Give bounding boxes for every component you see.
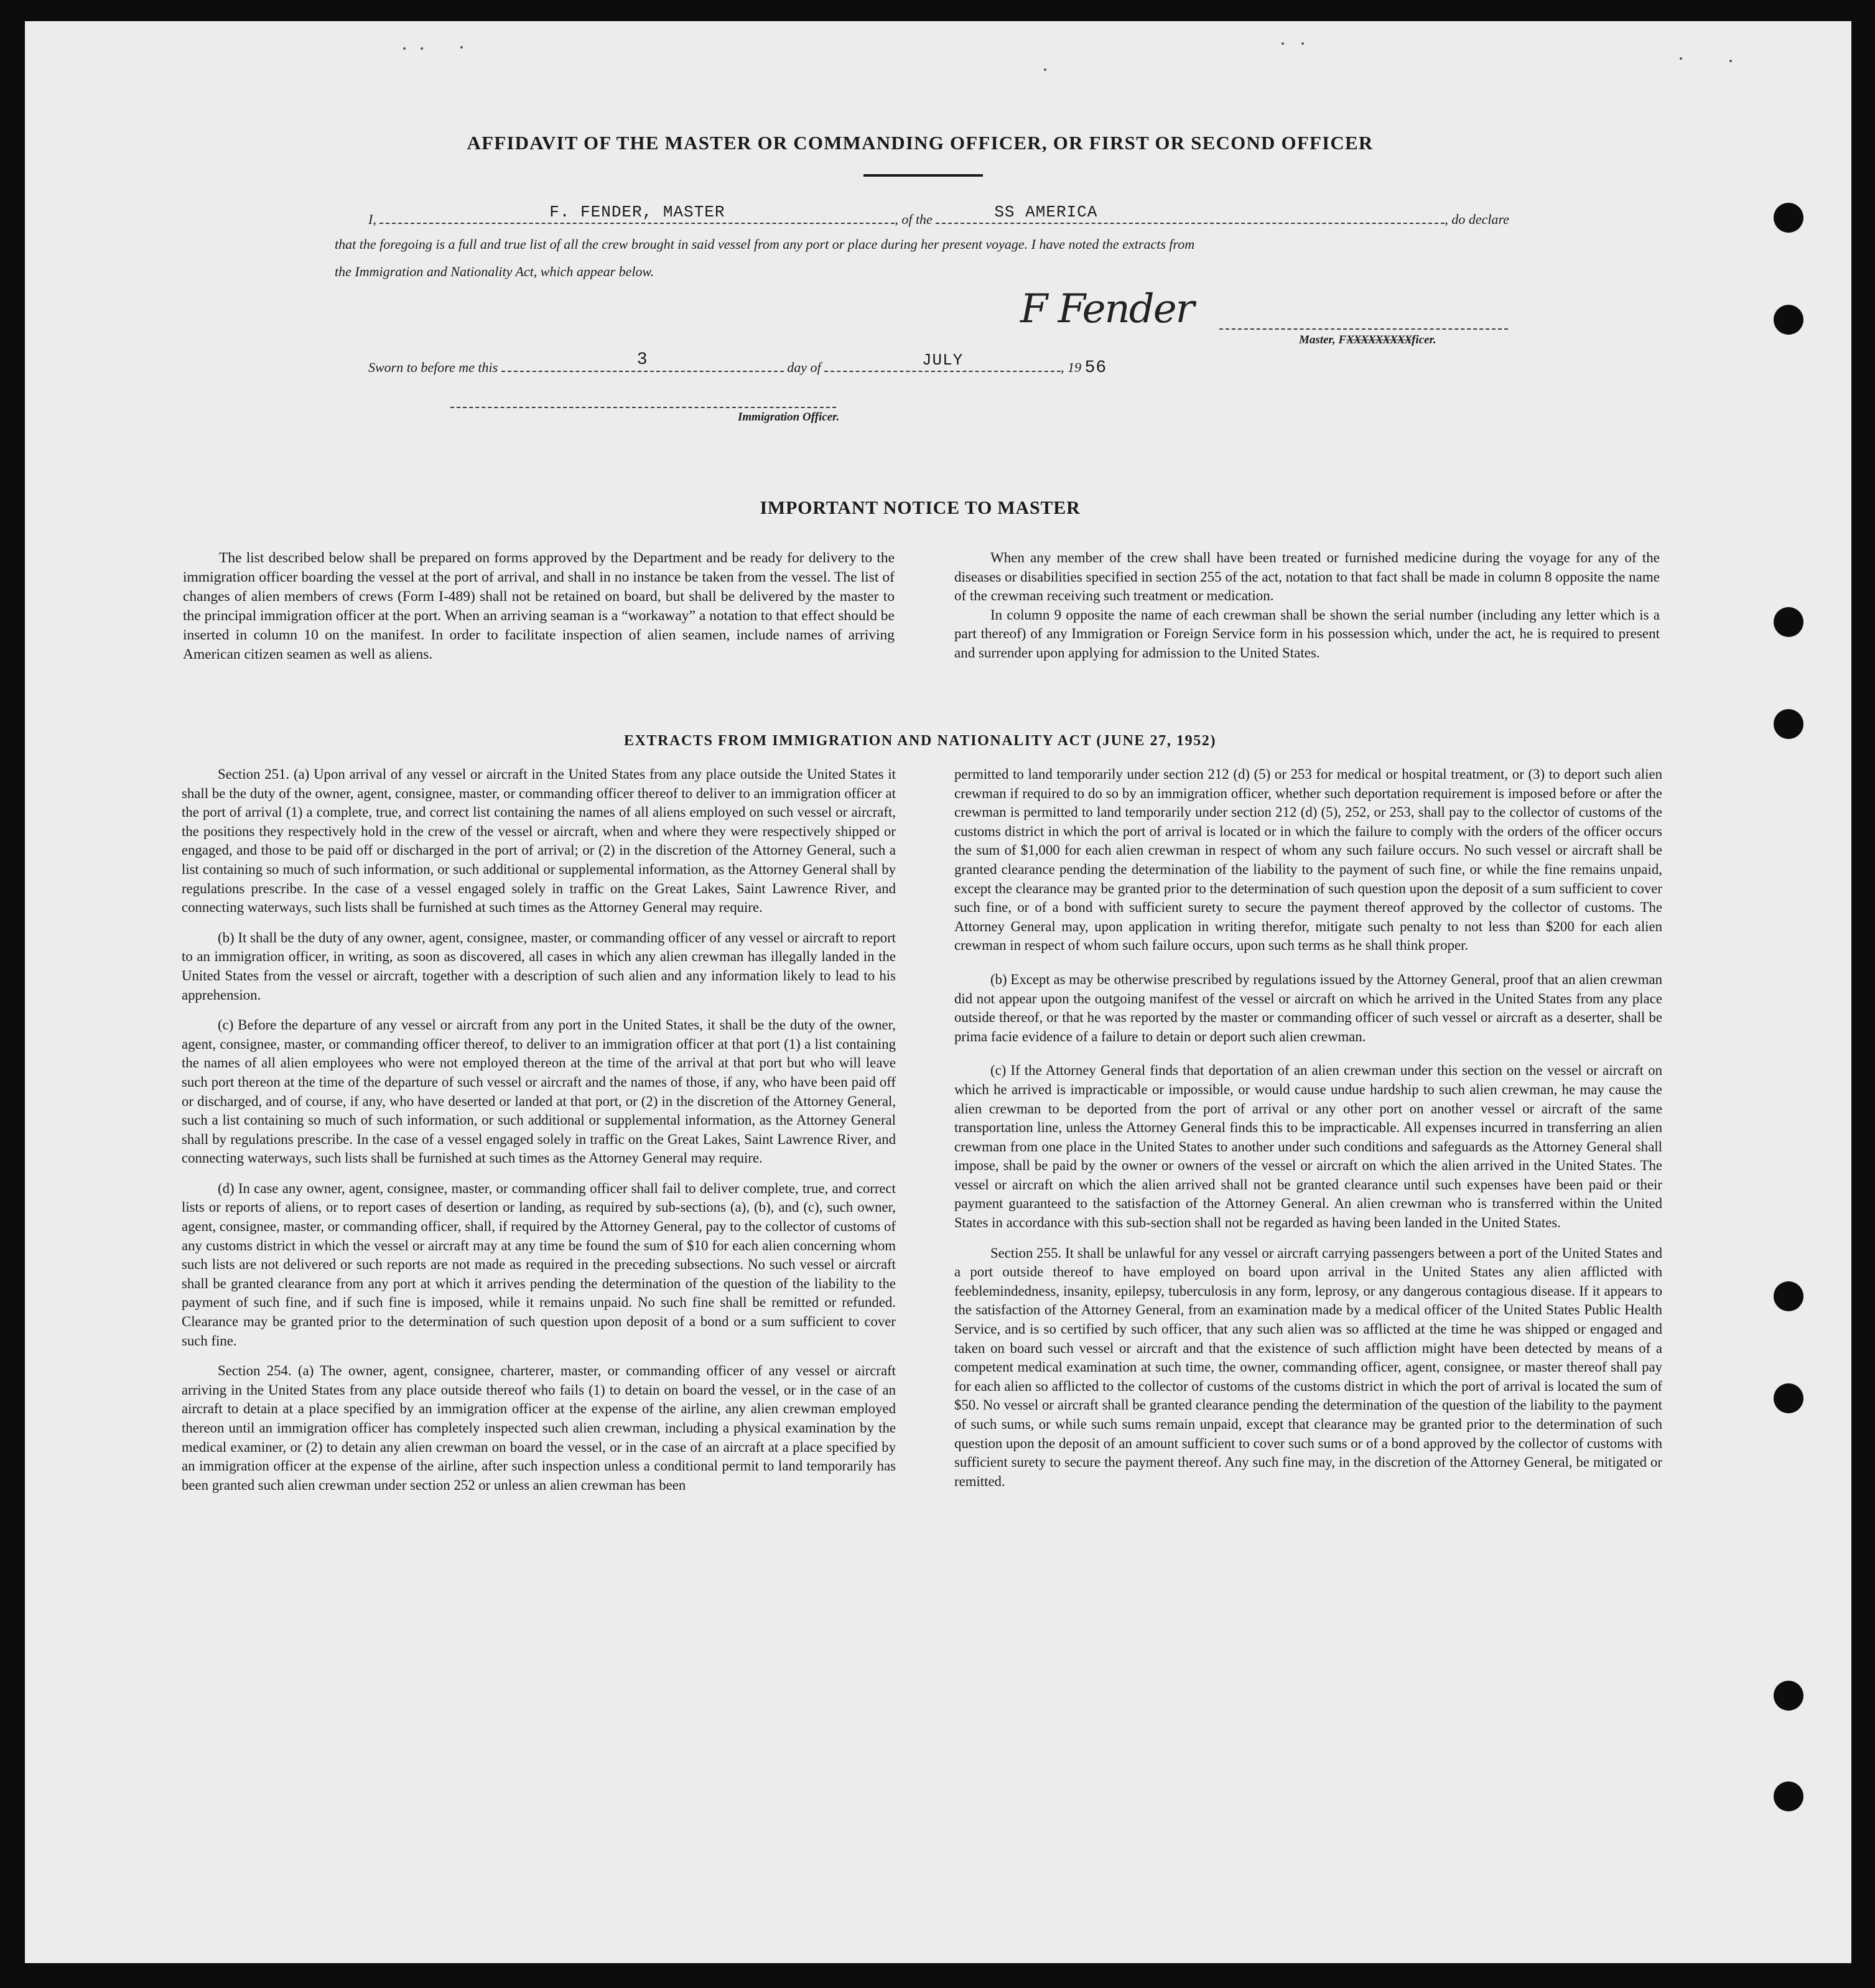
signature-line bbox=[1219, 328, 1508, 330]
day-of-label: day of bbox=[787, 360, 821, 375]
extracts-heading: EXTRACTS FROM IMMIGRATION AND NATIONALITY ACT (JUNE 27, 1952) bbox=[623, 733, 1217, 749]
section-254-a: Section 254. (a) The owner, agent, consignee, charterer, master, or commanding officer of any vessel or aircraft arriving in the United States from any place outside thereof who fails (1) to detain on board the vessel, or in the case of an aircraft to detain at a place specified by an immigration officer at the expense of the airline, any alien crewman employed thereon until an immigration officer has completely inspected such alien crewman, including a physical examination by the medical examiner, or (2) to detain any alien crewman on board the vessel, or in the case of an aircraft at a place specified by an immigration officer at the expense of the airline, after such inspection unless a conditional permit to land temporarily has been granted such alien crewman under section 252 or unless an alien crewman has been bbox=[182, 1363, 896, 1493]
notice-right-paragraph-1: When any member of the crew shall have been treated or furnished medicine during the voyage for any of the diseases or disabilities specified in section 255 of the act, notation to that fact shall be made in column 8 opposite the name of the crewman receiving such treatment or medication. bbox=[954, 550, 1660, 604]
sworn-day: 3 bbox=[636, 350, 648, 369]
section-255: Section 255. It shall be unlawful for any vessel or aircraft carrying passengers between a port of the United States and a port outside thereof to have employed on board upon arrival in the United States any alien afflicted with feeblemindedness, insanity, epilepsy, tuberculosis in any form, leprosy, or any dangerous contagious disease. If it appears to the satisfaction of the Attorney General, from an examination made by a medical officer of the United States Public Health Service, and is so certified by such officer, that any such alien was so afflicted at the time he was shipped or engaged and taken on board such vessel or aircraft and that the existence of such affliction might have been detected by means of a competent medical examination at such time, the owner, commanding officer, agent, consignee, or master thereof shall pay for each alien so afflicted to the collector of customs of the customs district in which the port of arrival is located the sum of $50. No vessel or aircraft shall be granted clearance pending the determination of the question of the liability to the payment of such sums, or while such sums remain unpaid, except that clearance may be granted prior to the determination of such question upon the deposit of an amount sufficient to cover such sums or of a bond approved by the collector of customs with sufficient surety to secure the payment thereof. Any such fine may, in the discretion of the Attorney General, be mitigated or remitted. bbox=[954, 1245, 1662, 1489]
section-254-c: (c) If the Attorney General finds that deportation of an alien crewman under this section on the vessel or aircraft on which he arrived is impracticable or impossible, or would cause undue hardship to such alien crewman, he may cause the alien crewman to be deported from the port of arrival or any other port on another vessel or aircraft of the same transportation line, unless the Attorney General finds this to be impracticable. All expenses incurred in transferring an alien crewman from one place in the United States to another under such conditions and safeguards as the Attorney General shall impose, shall be paid by the owner or owners of the vessel or aircraft on which the alien arrived in the United States. The vessel or aircraft on which the alien arrived shall not be granted clearance until such expenses have been paid or their payment guaranteed to the satisfaction of the Attorney General. An alien crewman who is transferred within the United States in accordance with this sub-section shall not be regarded as having been landed in the United States. bbox=[954, 1062, 1662, 1231]
master-name: F. FENDER, MASTER bbox=[549, 203, 725, 221]
year-prefix: , 19 bbox=[1061, 360, 1082, 375]
extracts-right-column bbox=[954, 765, 1662, 1491]
punch-hole bbox=[1774, 203, 1803, 233]
section-251-d: (d) In case any owner, agent, consignee, master, or commanding officer shall fail to deliver complete, true, and correct lists or reports of aliens, or to report cases of desertion or landing, as required by sub-sections (a), (b), and (c), such owner, agent, consignee, master, or commanding officer, shall, if required by the Attorney General, pay to the collector of customs of any customs district in which the vessel or aircraft may at any time be found the sum of $10 for each alien concerning whom such lists are not delivered or such reports are not made as required in the preceding subsections. No such vessel or aircraft shall be granted clearance from any port at which it arrives pending the determination of the question of the liability to the payment of such fine, and if such fine is imposed, while it remains unpaid. No such fine shall be remitted or refunded. Clearance may be granted prior to the determination of such question upon deposit of a bond or a sum sufficient to cover such fine. bbox=[182, 1180, 896, 1349]
punch-hole bbox=[1774, 607, 1803, 637]
punch-hole bbox=[1774, 709, 1803, 739]
section-251-c: (c) Before the departure of any vessel or aircraft from any port in the United States, it shall be the duty of the owner, agent, consignee, master, or commanding officer thereof, to deliver to an immigration officer at that port (1) a list containing the names of all alien employees who were not employed thereon at the time of the arrival at that port but who will leave such port thereon at the time of the departure of such vessel or aircraft and the names of those, if any, who have been paid off or discharged, and of course, if any, who have deserted or landed at that port, or (2) in the discretion of the Attorney General, such a list containing so much of such information, or such additional or supplemental information, as the Attorney General shall by regulations prescribe. In the case of a vessel engaged solely in traffic on the Great Lakes, Saint Lawrence River, and connecting waterways, such lists shall be furnished at such times as the Attorney General may require. bbox=[182, 1017, 896, 1166]
master-signature: F Fender bbox=[1020, 286, 1194, 332]
affidavit-title: AFFIDAVIT OF THE MASTER OR COMMANDING OFFICER, OR FIRST OR SECOND OFFICER bbox=[467, 132, 1374, 154]
notice-left-column bbox=[183, 549, 895, 664]
notice-right-paragraph-2: In column 9 opposite the name of each crewman shall be shown the serial number (including any letter which is a part thereof) of any Immigration or Foreign Service form in his possession which, under the act, he is required to present and surrender upon applying for admission to the United States. bbox=[954, 606, 1660, 661]
section-251-b: (b) It shall be the duty of any owner, agent, consignee, master, or commanding officer of any vessel or aircraft to report to an immigration officer, in writing, as soon as discovered, all cases in which any alien crewman has illegally landed in the United States from the vessel or aircraft, together with a description of such alien and any information likely to lead to his apprehension. bbox=[182, 929, 896, 1003]
do-declare-label: , do declare bbox=[1445, 211, 1509, 227]
punch-hole bbox=[1774, 1383, 1803, 1413]
sworn-month: JULY bbox=[921, 351, 964, 369]
immigration-officer-line bbox=[450, 407, 836, 408]
extracts-left-column bbox=[182, 765, 896, 1495]
notice-right-column bbox=[954, 549, 1660, 663]
title-rule bbox=[863, 174, 983, 177]
section-251-a: Section 251. (a) Upon arrival of any vessel or aircraft in the United States from any place outside the United States it shall be the duty of the owner, agent, consignee, master, or commanding officer thereof to deliver to an immigration officer at the port of arrival (1) a complete, true, and correct list containing the names of all aliens employed on such vessel or aircraft, the positions they respectively hold in the crew of the vessel or aircraft, when and where they were respectively shipped or engaged, and those to be paid off or discharged in the port of arrival; or (2) in the discretion of the Attorney General, such a list containing so much of such information, or such additional or supplemental information, as the Attorney General shall by regulations prescribe. In the case of a vessel engaged solely in traffic on the Great Lakes, Saint Lawrence River, and connecting waterways, such lists shall be furnished at such times as the Attorney General may require. bbox=[182, 766, 896, 916]
section-254-a-continued: permitted to land temporarily under section 212 (d) (5) or 253 for medical or hospital treatment, or (3) to deport such alien crewman if required to do so by an immigration officer, whether such deportation requirement is imposed before or after the crewman is permitted to land temporarily under section 212 (d) (5), 252, or 253, shall pay to the collector of customs of the customs district in which the port of arrival is located or in which the failure to comply with the orders of the officer occurs the sum of $1,000 for each alien crewman in respect of whom any such failure occurs. No such vessel or aircraft shall be granted clearance pending the determination of the liability to the payment of such fine, or while the fine remains unpaid, except the clearance may be granted prior to the determination of such question upon the deposit of a sum sufficient to cover such fine, or of a bond with sufficient surety to secure the payment thereof approved by the collector of customs. The Attorney General may, upon application in writing therefor, mitigate such penalty to not less than $200 for each alien crewman in respect of whom such failure occurs, upon such terms as he shall think proper. bbox=[954, 766, 1662, 954]
punch-hole bbox=[1774, 1781, 1803, 1811]
notice-left-paragraph: The list described below shall be prepared on forms approved by the Department and be ready for delivery to the immigration officer boarding the vessel at the port of arrival, and shall in no instance be taken from the vessel. The list of changes of alien members of crews (Form I-489) shall not be retained on board, but shall be delivered by the master to the principal immigration officer at the port. When an arriving seaman is a “workaway” a notation to that effect should be inserted in column 10 on the manifest. In order to facilitate inspection of alien seamen, include names of arriving American citizen seamen as well as aliens. bbox=[183, 550, 895, 662]
caption-struck: XXXXXXXXX bbox=[1346, 333, 1412, 346]
punch-hole bbox=[1774, 1281, 1803, 1311]
notice-heading: IMPORTANT NOTICE TO MASTER bbox=[760, 498, 1081, 518]
section-254-b: (b) Except as may be otherwise prescribed by regulations issued by the Attorney General, proof that an alien crewman did not appear upon the outgoing manifest of the vessel or aircraft on which he arrived in the United States from any place outside thereof, or that he was reported by the master or commanding officer of such vessel or aircraft as a deserter, shall be prima facie evidence of a failure to detain or deport such alien crewman. bbox=[954, 971, 1662, 1044]
of-the-label: , of the bbox=[895, 211, 933, 227]
declaration-line-2: that the foregoing is a full and true list of all the crew brought in said vessel from any port or place during her present voyage. I have noted the extracts from bbox=[335, 236, 1195, 252]
sworn-year: 56 bbox=[1084, 358, 1107, 378]
signature-caption bbox=[1299, 333, 1436, 347]
caption-suffix: ficer. bbox=[1412, 333, 1436, 346]
caption-prefix: Master, F bbox=[1299, 333, 1347, 346]
declaration-prefix: I, bbox=[368, 211, 376, 227]
punch-hole bbox=[1774, 1681, 1803, 1711]
immigration-officer-caption: Immigration Officer. bbox=[738, 411, 840, 424]
punch-hole bbox=[1774, 305, 1803, 335]
vessel-name: SS AMERICA bbox=[994, 203, 1098, 221]
sworn-prefix: Sworn to before me this bbox=[368, 360, 498, 375]
declaration-line-3: the Immigration and Nationality Act, which appear below. bbox=[335, 264, 654, 279]
declaration-line bbox=[368, 203, 1612, 228]
sworn-line bbox=[368, 350, 1239, 378]
